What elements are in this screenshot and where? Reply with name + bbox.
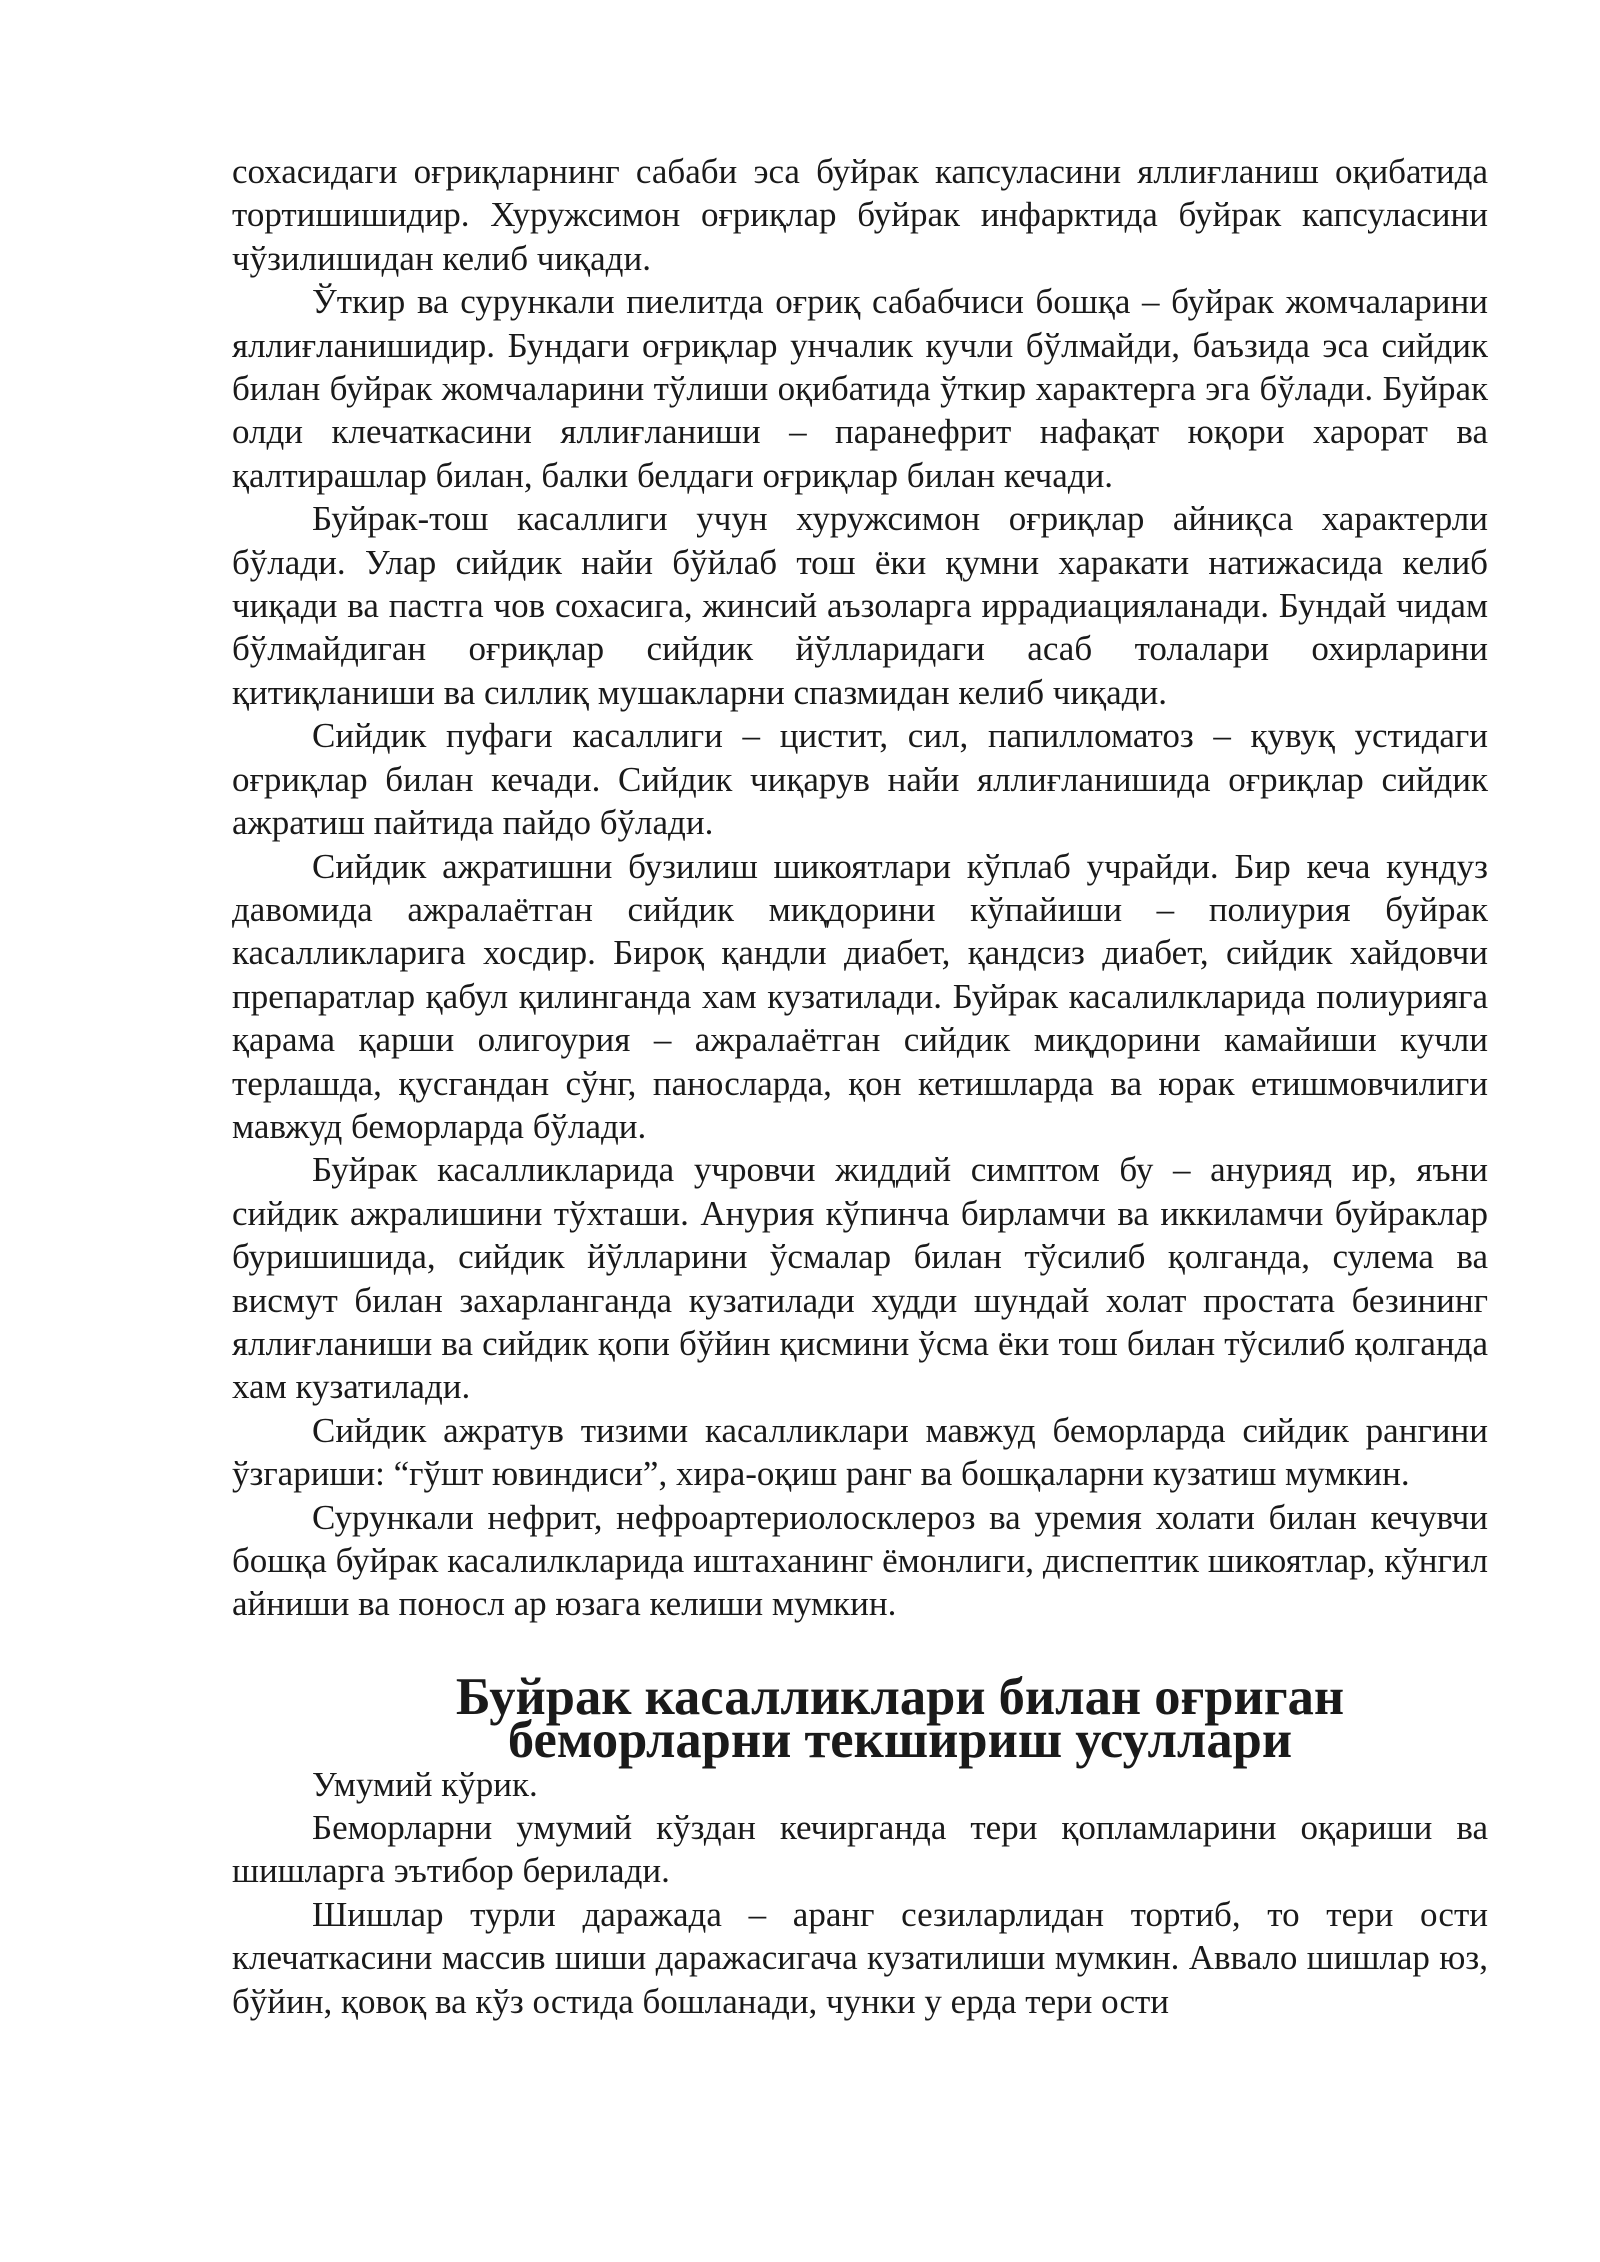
paragraph-11: Шишлар турли даражада – аранг сезиларлидан тортиб, то тери ости клечаткасини массив шиши даражасигача кузатилиши мумкин. Аввало шишлар юз, бўйин, қовоқ ва кўз остида бошланади, чунки у ерда тери ости xyxy=(232,1894,1488,2021)
paragraph-8: Сурункали нефрит, нефроартериолосклероз ва уремия холати билан кечувчи бошқа буйрак касалилкларида иштаханинг ёмонлиги, диспептик шикоятлар, кўнгил айниши ва поносл ар юзага келиши мумкин. xyxy=(232,1497,1488,1624)
paragraph-9: Умумий кўрик. xyxy=(312,1764,538,1804)
paragraph-6: Буйрак касалликларида учровчи жиддий симптом бу – анурияд ир, яъни сийдик ажралишини тўхташи. Анурия кўпинча бирламчи ва иккиламчи буйраклар буришишида, сийдик йўлларини ўсмалар билан тўсилиб қолганда, сулема ва висмут билан захарланганда кузатилади худди шундай холат простата безининг яллиғланиши ва сийдик қопи бўйин қисмини ўсма ёки тош билан тўсилиб қолганда хам кузатилади. xyxy=(232,1150,1488,1407)
paragraph-2: Ўткир ва сурункали пиелитда оғриқ сабабчиси бошқа – буйрак жомчаларини яллиғланишидир. Бундаги оғриқлар унчалик кучли бўлмайди, баъзида эса сийдик билан буйрак жомчаларини тўлиши оқибатида ўткир характерга эга бўлади. Буйрак олди клечаткасини яллиғланиши – паранефрит нафақат юқори харорат ва қалтирашлар билан, балки белдаги оғриқлар билан кечади. xyxy=(232,282,1488,495)
paragraph-3: Буйрак-тош касаллиги учун хуружсимон оғриқлар айниқса характерли бўлади. Улар сийдик найи бўйлаб тош ёки қумни харакати натижасида келиб чиқади ва пастга чов сохасига, жинсий аъзоларга иррадиацияланади. Бундай чидам бўлмайдиган оғриқлар сийдик йўлларидаги асаб толалари охирларини қитиқланиши ва силлиқ мушакларни спазмидан келиб чиқади. xyxy=(232,499,1488,712)
paragraph-5: Сийдик ажратишни бузилиш шикоятлари кўплаб учрайди. Бир кеча кундуз давомида ажралаётган сийдик миқдорини кўпайиши – полиурия буйрак касалликларига хосдир. Бироқ қандли диабет, қандсиз диабет, сийдик хайдовчи препаратлар қабул қилинганда хам кузатилади. Буйрак касалилкларида полиурияга қарама қарши олигоурия – ажралаётган сийдик миқдорини камайиши кучли терлашда, қусгандан сўнг, паносларда, қон кетишларда ва юрак етишмовчилиги мавжуд беморларда бўлади. xyxy=(232,846,1488,1146)
paragraph-1: сохасидаги оғриқларнинг сабаби эса буйрак капсуласини яллиғланиш оқибатида тортишишидир. Хуружсимон оғриқлар буйрак инфарктида буйрак капсуласини чўзилишидан келиб чиқади. xyxy=(232,152,1488,278)
paragraph-7: Сийдик ажратув тизими касалликлари мавжуд беморларда сийдик рангини ўзгариши: “гўшт ювиндиси”, хира-оқиш ранг ва бошқаларни кузатиш мумкин. xyxy=(232,1410,1488,1494)
document-page xyxy=(232,150,1488,2023)
paragraph-10: Беморларни умумий кўздан кечирганда тери қопламларини оқариши ва шишларга эътибор берилади. xyxy=(232,1808,1488,1891)
section-heading: Буйрак касалликлари билан оғриган беморларни текшириш усуллари xyxy=(455,1667,1345,1770)
paragraph-4: Сийдик пуфаги касаллиги – цистит, сил, папилломатоз – қувуқ устидаги оғриқлар билан кечади. Сийдик чиқарув найи яллиғланишида оғриқлар сийдик ажратиш пайтида пайдо бўлади. xyxy=(232,716,1488,843)
